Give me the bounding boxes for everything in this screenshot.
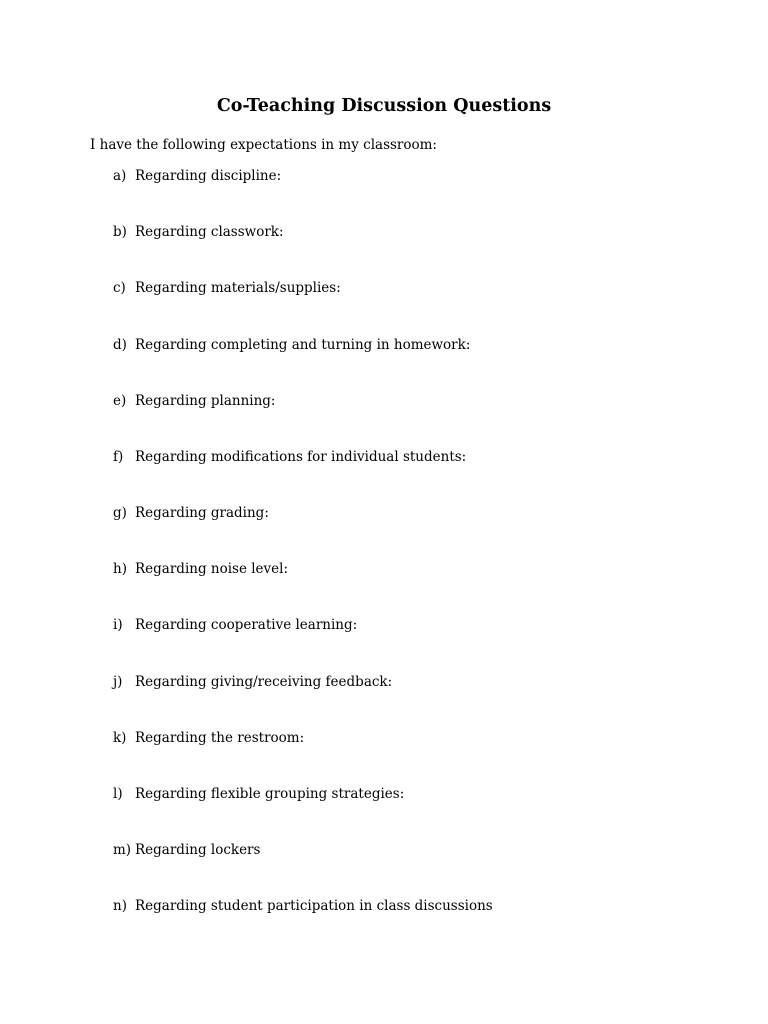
list-item <box>113 167 281 185</box>
list-item-marker: b) <box>113 224 127 240</box>
list-item <box>113 336 470 354</box>
list-item <box>113 223 284 241</box>
list-item-marker: f) <box>113 449 124 465</box>
list-item-text: Regarding giving/receiving feedback: <box>135 674 393 690</box>
list-item <box>113 504 269 522</box>
list-item-text: Regarding planning: <box>135 393 276 409</box>
list-item <box>113 785 404 803</box>
list-item-marker: l) <box>113 786 123 802</box>
intro-text: I have the following expectations in my classroom: <box>90 137 437 153</box>
list-item <box>113 897 493 915</box>
list-item-marker: d) <box>113 337 127 353</box>
list-item-marker: a) <box>113 168 127 184</box>
list-item-text: Regarding flexible grouping strategies: <box>135 786 405 802</box>
list-item-marker: g) <box>113 505 127 521</box>
list-item-marker: n) <box>113 898 127 914</box>
list-item-text: Regarding cooperative learning: <box>135 617 358 633</box>
list-item <box>113 729 304 747</box>
list-item-text: Regarding lockers <box>135 842 261 858</box>
list-item-text: Regarding modifications for individual students: <box>135 449 467 465</box>
document-title: Co-Teaching Discussion Questions <box>216 96 552 116</box>
list-item-text: Regarding grading: <box>135 505 269 521</box>
list-item-text: Regarding completing and turning in homework: <box>135 337 471 353</box>
list-item-text: Regarding noise level: <box>135 561 289 577</box>
list-item <box>113 560 288 578</box>
list-item <box>113 279 341 297</box>
list-item <box>113 616 357 634</box>
list-item-text: Regarding materials/supplies: <box>135 280 341 296</box>
list-item <box>113 448 466 466</box>
list-item-marker: j) <box>113 674 123 690</box>
list-item-text: Regarding the restroom: <box>135 730 305 746</box>
list-item-text: Regarding student participation in class discussions <box>135 898 493 914</box>
list-item-marker: k) <box>113 730 127 746</box>
list-item <box>113 392 275 410</box>
list-item-marker: h) <box>113 561 127 577</box>
list-item <box>113 673 392 691</box>
list-item-marker: i) <box>113 617 123 633</box>
list-item-text: Regarding discipline: <box>135 168 282 184</box>
list-item-marker: m) <box>113 842 132 858</box>
list-item <box>113 841 260 859</box>
list-item-text: Regarding classwork: <box>135 224 284 240</box>
list-item-marker: c) <box>113 280 126 296</box>
list-item-marker: e) <box>113 393 127 409</box>
